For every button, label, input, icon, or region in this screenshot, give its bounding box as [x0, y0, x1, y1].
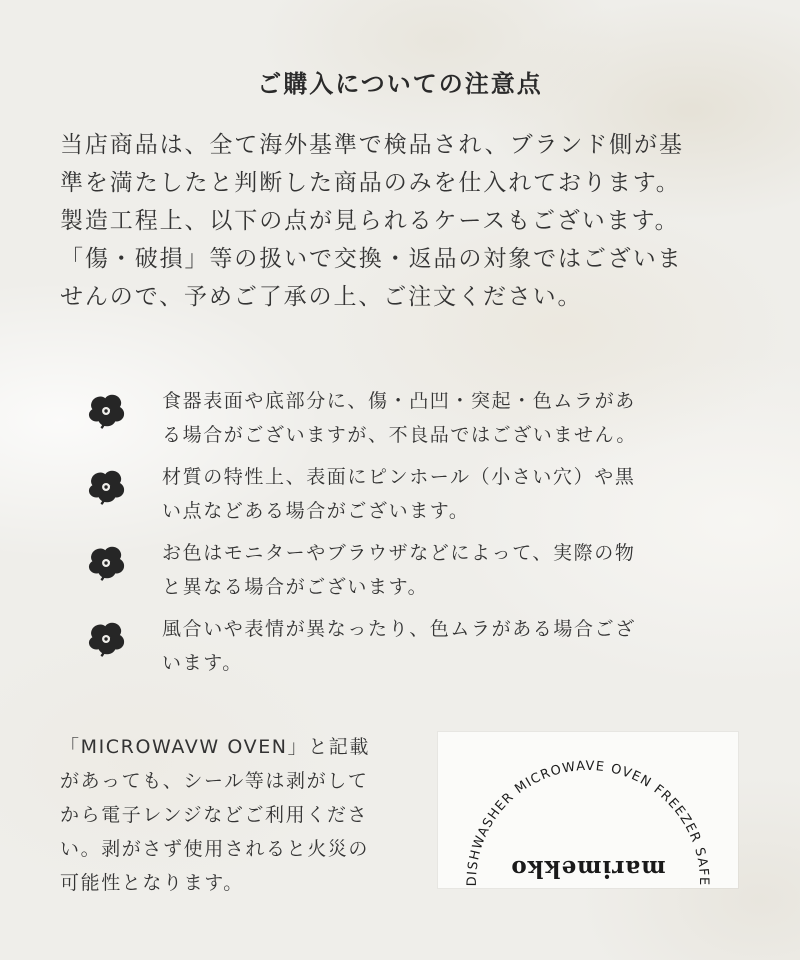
note-item: [88, 460, 728, 532]
page-title: ご購入についての注意点: [257, 70, 543, 98]
flower-icon: [88, 392, 126, 430]
note-item: [88, 384, 728, 456]
note-line: 食器表面や底部分に、傷・凸凹・突起・色ムラがあ: [162, 390, 636, 412]
note-line: 材質の特性上、表面にピンホール（小さい穴）や黒: [162, 466, 636, 488]
intro-line: 当店商品は、全て海外基準で検品され、ブランド側が基: [60, 132, 684, 158]
note-line: い点などある場合がございます。: [162, 500, 470, 522]
note-line: と異なる場合がございます。: [162, 576, 429, 598]
warning-line: から電子レンジなどご利用くださ: [60, 804, 369, 826]
note-line: お色はモニターやブラウザなどによって、実際の物: [162, 542, 636, 564]
note-text: [162, 536, 722, 604]
stamp-brand-text: marimekko: [510, 855, 666, 882]
note-line: 風合いや表情が異なったり、色ムラがある場合ござ: [162, 618, 636, 640]
note-line: います。: [162, 652, 243, 674]
microwave-warning: [60, 730, 420, 900]
note-item: [88, 536, 728, 608]
flower-icon: [88, 620, 126, 658]
note-text: [162, 612, 722, 680]
intro-paragraph: [60, 126, 750, 316]
note-text: [162, 460, 722, 528]
notes-list: [88, 384, 728, 672]
intro-line: 準を満たしたと判断した商品のみを仕入れております。: [60, 170, 681, 196]
intro-line: 製造工程上、以下の点が見られるケースもございます。: [60, 208, 680, 234]
flower-icon: [88, 468, 126, 506]
intro-line: せんので、予めご了承の上、ご注文ください。: [60, 284, 583, 310]
flower-icon: [88, 544, 126, 582]
intro-line: 「傷・破損」等の扱いで交換・返品の対象ではございま: [60, 246, 683, 272]
bottom-stamp-photo: [438, 732, 738, 888]
warning-line: があっても、シール等は剥がして: [60, 770, 369, 792]
note-item: [88, 612, 728, 684]
warning-line: い。剥がさず使用されると火災の: [60, 838, 370, 860]
stamp-arc-text: DISHWASHER MICROWAVE OVEN FREEZER SAFE: [464, 758, 712, 887]
warning-line: 可能性となります。: [60, 872, 244, 894]
note-line: る場合がございますが、不良品ではございません。: [162, 424, 637, 446]
warning-line: 「MICROWAVW OVEN」と記載: [60, 736, 371, 758]
note-text: [162, 384, 722, 452]
